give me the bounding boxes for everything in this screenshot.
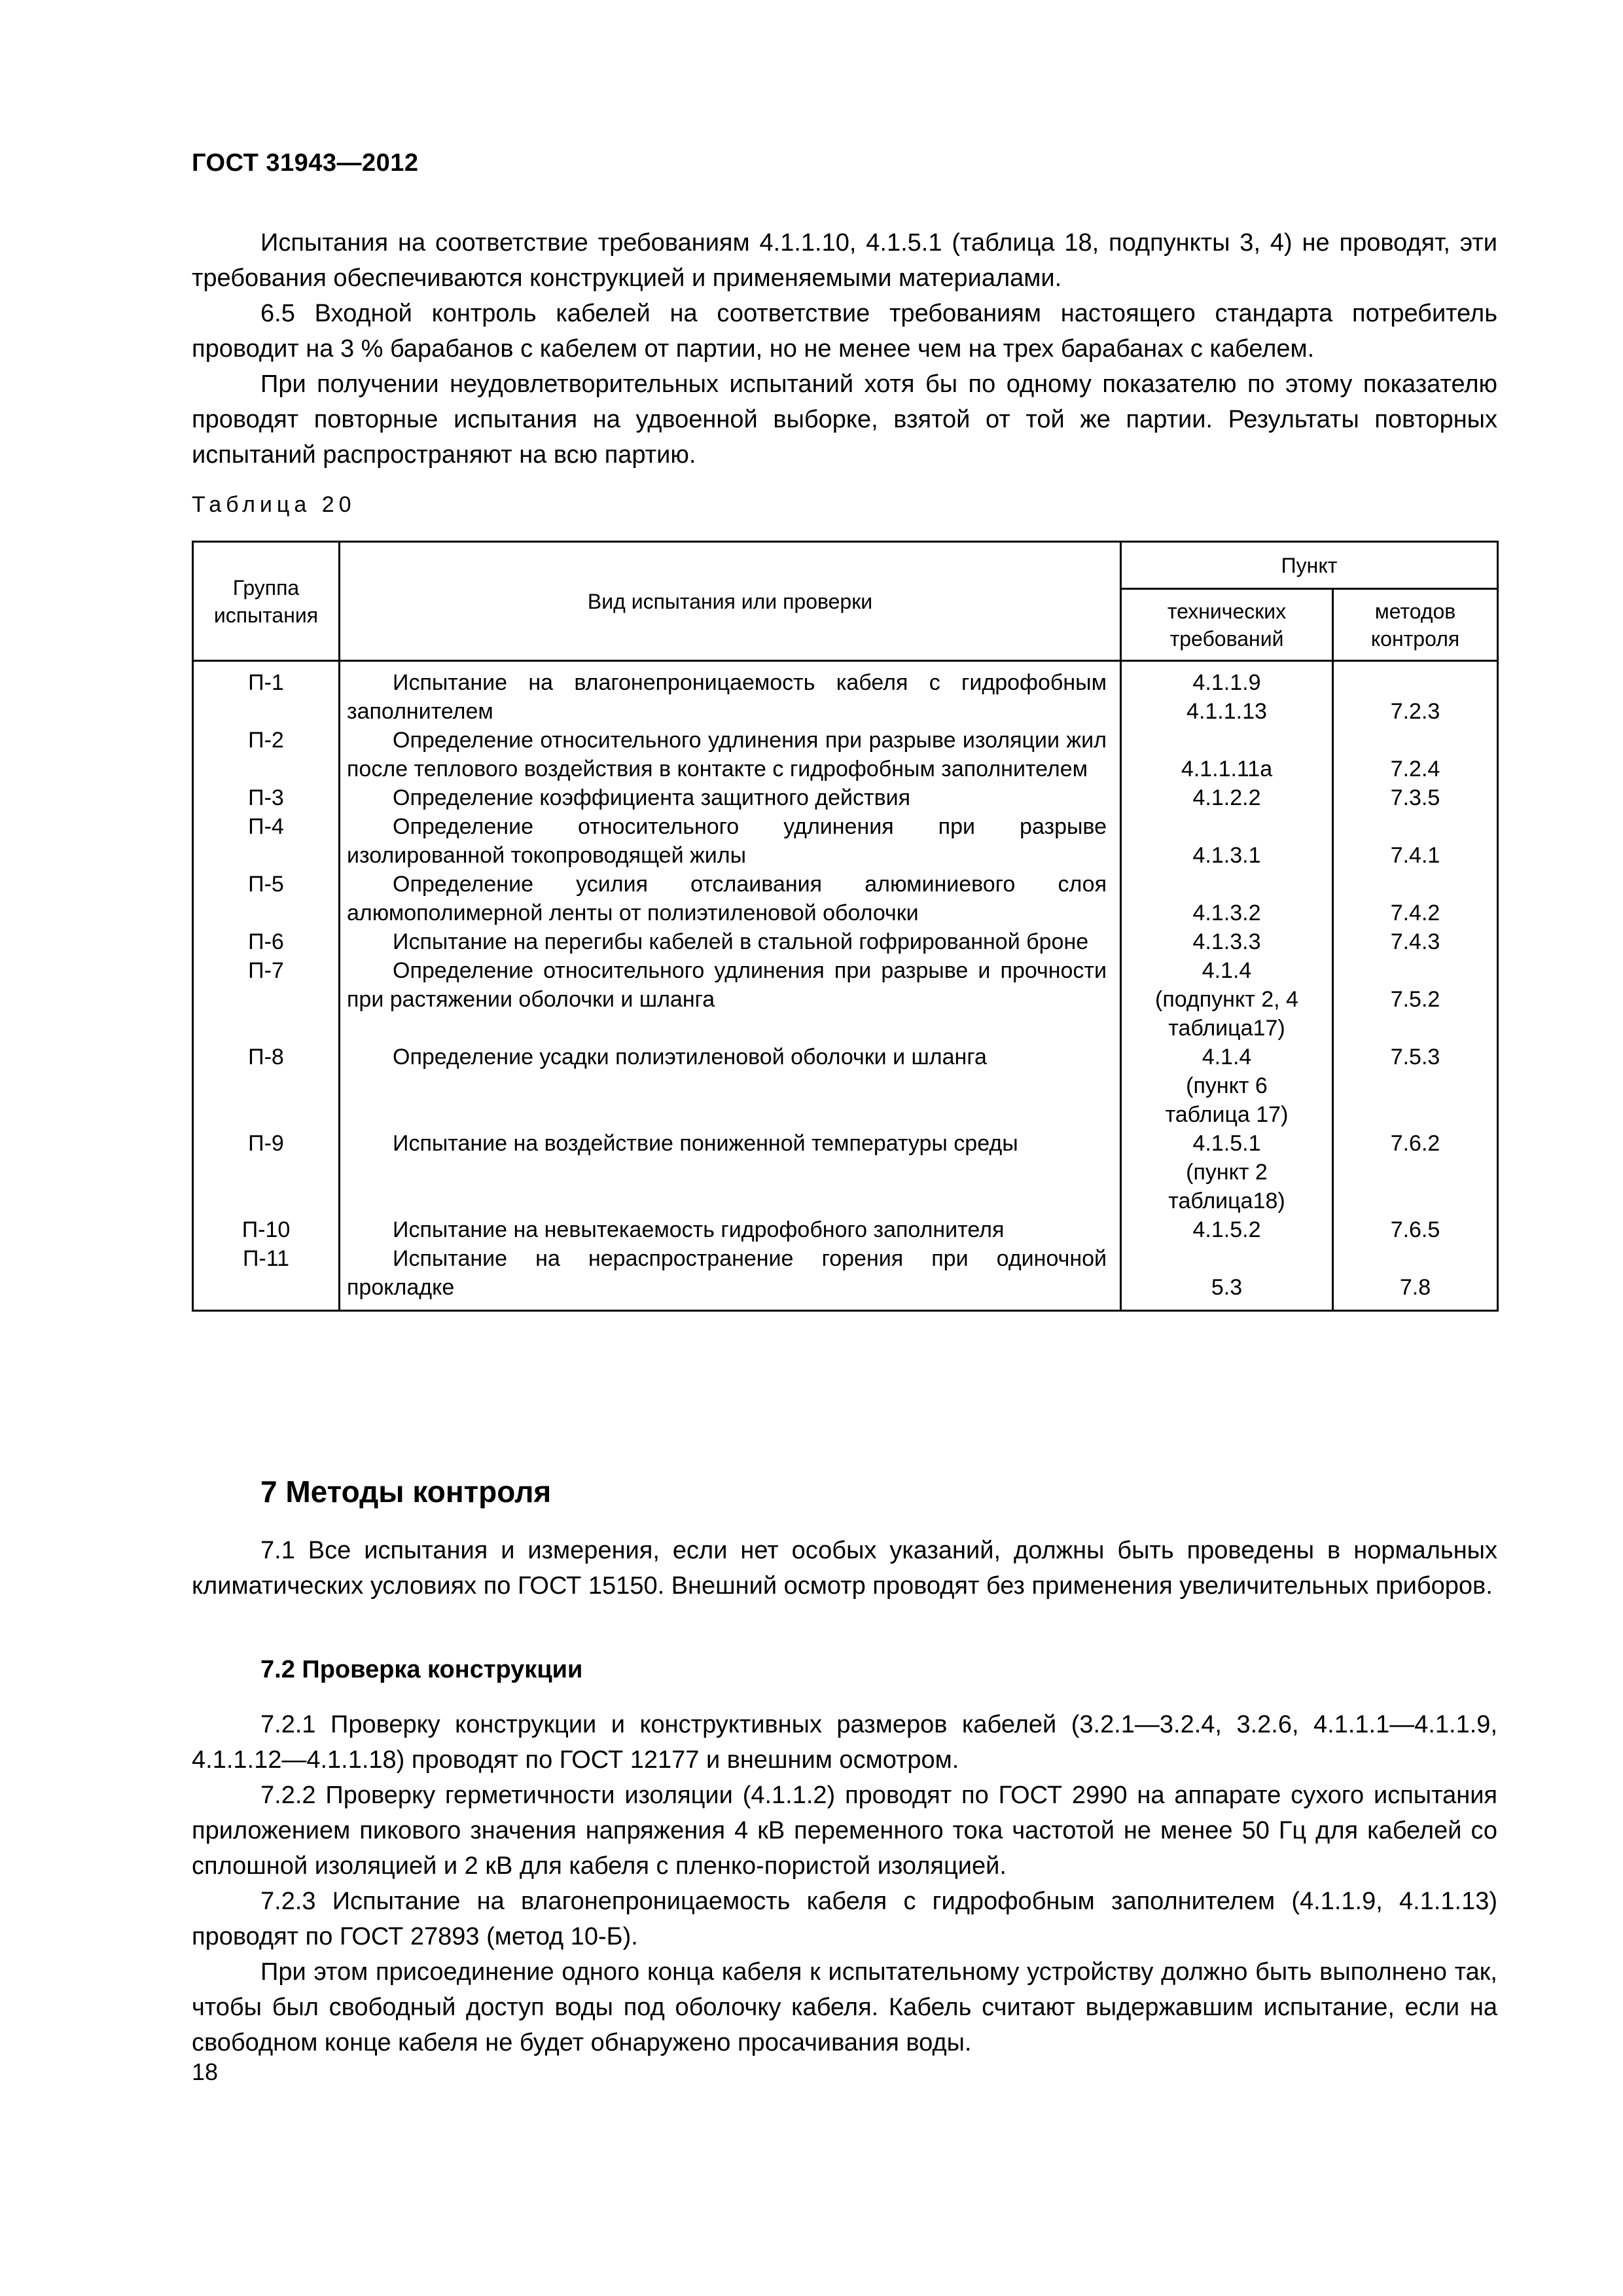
header-clause: Пункт — [1121, 542, 1498, 589]
document-header: ГОСТ 31943—2012 — [192, 149, 419, 177]
intro-text — [192, 225, 1497, 473]
cell-tech-clause: 4.1.3.2 — [1121, 870, 1333, 927]
description-text: Испытание на перегибы кабелей в стальной гофрированной броне — [393, 929, 1089, 954]
cell-tech-clause: 4.1.3.1 — [1121, 812, 1333, 870]
table-row — [193, 1244, 1498, 1311]
table-row — [193, 927, 1498, 956]
cell-tech-clause: 5.3 — [1121, 1244, 1333, 1311]
cell-description — [340, 1043, 1121, 1129]
cell-method-clause: 7.6.2 — [1333, 1129, 1498, 1215]
cell-group: П-2 — [193, 726, 340, 783]
header-group: Группа испытания — [193, 542, 340, 661]
table-row — [193, 812, 1498, 870]
header-kind: Вид испытания или проверки — [340, 542, 1121, 661]
paragraph: 7.2.3 Испытание на влагонепроницаемость кабеля с гидрофобным заполнителем (4.1.1.9, 4.1.1.13) проводят по ГОСТ 27893 (метод 10-Б). — [192, 1888, 1497, 1950]
description-text: Определение усилия отслаивания алюминиевого слоя алюмополимерной ленты от полиэтиленовой оболочки — [347, 872, 1107, 925]
cell-description — [340, 956, 1121, 1043]
section-title: 7 Методы контроля — [260, 1475, 552, 1509]
cell-group: П-7 — [193, 956, 340, 1043]
cell-tech-clause: 4.1.5.2 — [1121, 1215, 1333, 1244]
description-text: Определение относительного удлинения при разрыве и прочности при растяжении оболочки и шланга — [347, 958, 1107, 1012]
cell-description — [340, 1215, 1121, 1244]
table-body — [193, 661, 1498, 1311]
header-tech: технических требований — [1121, 589, 1333, 661]
cell-group: П-11 — [193, 1244, 340, 1311]
description-text: Испытание на нераспространение горения при одиночной прокладке — [347, 1246, 1107, 1300]
cell-tech-clause: 4.1.3.3 — [1121, 927, 1333, 956]
table-row — [193, 1129, 1498, 1215]
paragraph: Испытания на соответствие требованиям 4.1.1.10, 4.1.5.1 (таблица 18, подпункты 3, 4) не проводят, эти требования обеспечиваются конструкцией и применяемыми материалами. — [192, 229, 1497, 292]
cell-group: П-8 — [193, 1043, 340, 1129]
description-text: Испытание на воздействие пониженной температуры среды — [393, 1131, 1018, 1156]
cell-method-clause: 7.4.1 — [1333, 812, 1498, 870]
cell-group: П-1 — [193, 661, 340, 726]
cell-tech-clause: 4.1.1.9 4.1.1.13 — [1121, 661, 1333, 726]
cell-group: П-3 — [193, 783, 340, 812]
cell-method-clause: 7.2.3 — [1333, 661, 1498, 726]
description-text: Определение коэффициента защитного действия — [393, 785, 911, 810]
cell-group: П-5 — [193, 870, 340, 927]
cell-group: П-9 — [193, 1129, 340, 1215]
cell-method-clause: 7.4.2 — [1333, 870, 1498, 927]
table-row — [193, 1215, 1498, 1244]
table-caption: Таблица 20 — [192, 492, 356, 517]
cell-method-clause: 7.2.4 — [1333, 726, 1498, 783]
table-row — [193, 870, 1498, 927]
paragraph: При этом присоединение одного конца кабеля к испытательному устройству должно быть выполнено так, чтобы был свободный доступ воды под оболочку кабеля. Кабель считают выдержавшим испытание, если на свободном конце кабеля не будет обнаружено просачивания воды. — [192, 1958, 1497, 2056]
cell-description — [340, 726, 1121, 783]
cell-description — [340, 927, 1121, 956]
cell-tech-clause: 4.1.5.1 (пункт 2 таблица18) — [1121, 1129, 1333, 1215]
cell-method-clause: 7.8 — [1333, 1244, 1498, 1311]
cell-method-clause: 7.3.5 — [1333, 783, 1498, 812]
cell-description — [340, 783, 1121, 812]
tests-table-wrapper — [192, 541, 1497, 1429]
subsection-title: 7.2 Проверка конструкции — [260, 1656, 583, 1683]
section-7-1 — [192, 1533, 1497, 1604]
section-7-2 — [192, 1707, 1497, 2060]
description-text: Испытание на влагонепроницаемость кабеля с гидрофобным заполнителем — [347, 670, 1107, 724]
table-row — [193, 1043, 1498, 1129]
cell-tech-clause: 4.1.2.2 — [1121, 783, 1333, 812]
cell-description — [340, 870, 1121, 927]
paragraph: При получении неудовлетворительных испытаний хотя бы по одному показателю по этому показателю проводят повторные испытания на удвоенной выборке, взятой от той же партии. Результаты повторных испытаний распространяют на всю партию. — [192, 370, 1497, 469]
cell-description — [340, 1129, 1121, 1215]
table-row — [193, 783, 1498, 812]
cell-tech-clause: 4.1.4 (пункт 6 таблица 17) — [1121, 1043, 1333, 1129]
cell-method-clause: 7.5.2 — [1333, 956, 1498, 1043]
paragraph: 7.2.1 Проверку конструкции и конструктивных размеров кабелей (3.2.1—3.2.4, 3.2.6, 4.1.1.1—4.1.1.9, 4.1.1.12—4.1.1.18) проводят по ГОСТ 12177 и внешним осмотром. — [192, 1711, 1497, 1774]
page-number: 18 — [192, 2058, 219, 2085]
cell-method-clause: 7.6.5 — [1333, 1215, 1498, 1244]
cell-tech-clause: 4.1.4 (подпункт 2, 4 таблица17) — [1121, 956, 1333, 1043]
header-methods: методов контроля — [1333, 589, 1498, 661]
paragraph: 7.2.2 Проверку герметичности изоляции (4.1.1.2) проводят по ГОСТ 2990 на аппарате сухого испытания приложением пикового значения напряжения 4 кВ переменного тока частотой не менее 50 Гц для кабелей со сплошной изоляцией и 2 кВ для кабеля с пленко-пористой изоляцией. — [192, 1782, 1497, 1880]
cell-method-clause: 7.4.3 — [1333, 927, 1498, 956]
description-text: Определение усадки полиэтиленовой оболочки и шланга — [393, 1045, 987, 1069]
table-row — [193, 956, 1498, 1043]
description-text: Определение относительного удлинения при разрыве изолированной токопроводящей жилы — [347, 814, 1107, 868]
cell-group: П-6 — [193, 927, 340, 956]
cell-group: П-4 — [193, 812, 340, 870]
cell-method-clause: 7.5.3 — [1333, 1043, 1498, 1129]
paragraph: 7.1 Все испытания и измерения, если нет особых указаний, должны быть проведены в нормальных климатических условиях по ГОСТ 15150. Внешний осмотр проводят без применения увеличительных приборов. — [192, 1537, 1497, 1600]
cell-tech-clause: 4.1.1.11а — [1121, 726, 1333, 783]
tests-table — [192, 541, 1499, 1312]
table-row — [193, 661, 1498, 726]
cell-description — [340, 661, 1121, 726]
table-row — [193, 726, 1498, 783]
paragraph: 6.5 Входной контроль кабелей на соответствие требованиям настоящего стандарта потребитель проводит на 3 % барабанов с кабелем от партии, но не менее чем на трех барабанах с кабелем. — [192, 300, 1497, 363]
description-text: Определение относительного удлинения при разрыве изоляции жил после теплового воздействия в контакте с гидрофобным заполнителем — [347, 728, 1107, 781]
cell-description — [340, 1244, 1121, 1311]
cell-description — [340, 812, 1121, 870]
description-text: Испытание на невытекаемость гидрофобного заполнителя — [393, 1217, 1005, 1242]
cell-group: П-10 — [193, 1215, 340, 1244]
